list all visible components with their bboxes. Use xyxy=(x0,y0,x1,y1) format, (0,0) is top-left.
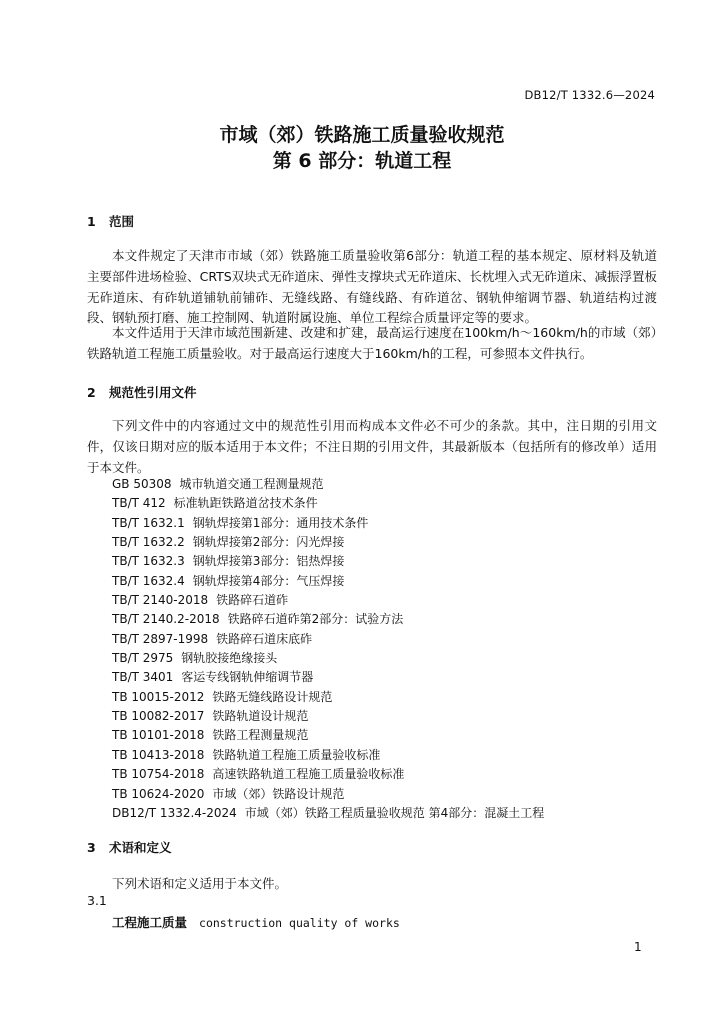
reference-item: TB 10015-2012 铁路无缝线路设计规范 xyxy=(112,689,333,704)
reference-item: TB/T 1632.1 钢轨焊接第1部分：通用技术条件 xyxy=(112,515,369,530)
terms-intro: 下列术语和定义适用于本文件。 xyxy=(112,876,288,891)
reference-item: TB/T 1632.2 钢轨焊接第2部分：闪光焊接 xyxy=(112,535,345,550)
reference-item: DB12/T 1332.4-2024 市域（郊）铁路工程质量验收规范 第4部分：混凝土工程 xyxy=(112,805,545,820)
section-title: 术语和定义 xyxy=(109,840,172,855)
section-number: 3 xyxy=(87,840,96,855)
reference-item: TB/T 2140-2018 铁路碎石道砟 xyxy=(112,593,289,608)
reference-list xyxy=(112,475,544,823)
section-heading-normative-references xyxy=(87,383,197,401)
page-number: 1 xyxy=(634,940,642,954)
normative-intro: 下列文件中的内容通过文中的规范性引用而构成本文件必不可少的条款。其中，注日期的引用文件，仅该日期对应的版本适用于本文件；不注日期的引用文件，其最新版本（包括所有的修改单）适用于本文件。 xyxy=(87,418,657,475)
reference-item: TB/T 1632.3 钢轨焊接第3部分：铝热焊接 xyxy=(112,554,345,569)
reference-item: TB/T 2140.2-2018 铁路碎石道砟第2部分：试验方法 xyxy=(112,612,404,627)
document-subtitle: 第 6 部分：轨道工程 xyxy=(272,150,452,172)
scope-paragraph-1: 本文件规定了天津市市域（郊）铁路施工质量验收第6部分：轨道工程的基本规定、原材料及轨道主要部件进场检验、CRTS双块式无砟道床、弹性支撑块式无砟道床、长枕埋入式无砟道床、减振浮置板无砟道床、有砟轨道铺轨前铺砟、无缝线路、有缝线路、有砟道岔、钢轨伸缩调节器、轨道结构过渡段、钢轨预打磨、施工控制网、轨道附属设施、单位工程综合质量评定等的要求。 xyxy=(87,248,657,326)
scope-paragraph-2: 本文件适用于天津市域范围新建、改建和扩建，最高运行速度在100km/h～160km/h的市域（郊）铁路轨道工程施工质量验收。对于最高运行速度大于160km/h的工程，可参照本文件执行。 xyxy=(87,325,657,361)
section-number: 1 xyxy=(87,214,96,229)
term-entry xyxy=(112,913,400,931)
section-number: 2 xyxy=(87,385,96,400)
standard-code: DB12/T 1332.6—2024 xyxy=(524,88,655,102)
section-title: 范围 xyxy=(109,214,135,229)
reference-item: TB 10413-2018 铁路轨道工程施工质量验收标准 xyxy=(112,747,381,762)
section-heading-terms xyxy=(87,838,172,856)
reference-item: TB 10754-2018 高速铁路轨道工程施工质量验收标准 xyxy=(112,767,405,782)
reference-item: TB/T 3401 客运专线钢轨伸缩调节器 xyxy=(112,670,314,685)
reference-item: TB/T 2975 钢轨胶接绝缘接头 xyxy=(112,651,278,666)
section-title: 规范性引用文件 xyxy=(109,385,197,400)
reference-item: TB/T 412 标准轨距铁路道岔技术条件 xyxy=(112,496,318,511)
section-heading-scope xyxy=(87,212,134,230)
term-english: construction quality of works xyxy=(199,916,400,930)
reference-item: TB 10082-2017 铁路轨道设计规范 xyxy=(112,709,309,724)
reference-item: GB 50308 城市轨道交通工程测量规范 xyxy=(112,477,324,491)
document-title: 市域（郊）铁路施工质量验收规范 xyxy=(219,124,505,146)
reference-item: TB 10101-2018 铁路工程测量规范 xyxy=(112,728,309,743)
term-chinese: 工程施工质量 xyxy=(112,915,188,930)
reference-item: TB/T 2897-1998 铁路碎石道床底砟 xyxy=(112,631,313,646)
reference-item: TB/T 1632.4 钢轨焊接第4部分：气压焊接 xyxy=(112,573,345,588)
reference-item: TB 10624-2020 市域（郊）铁路设计规范 xyxy=(112,786,345,801)
term-number: 3.1 xyxy=(87,893,107,908)
